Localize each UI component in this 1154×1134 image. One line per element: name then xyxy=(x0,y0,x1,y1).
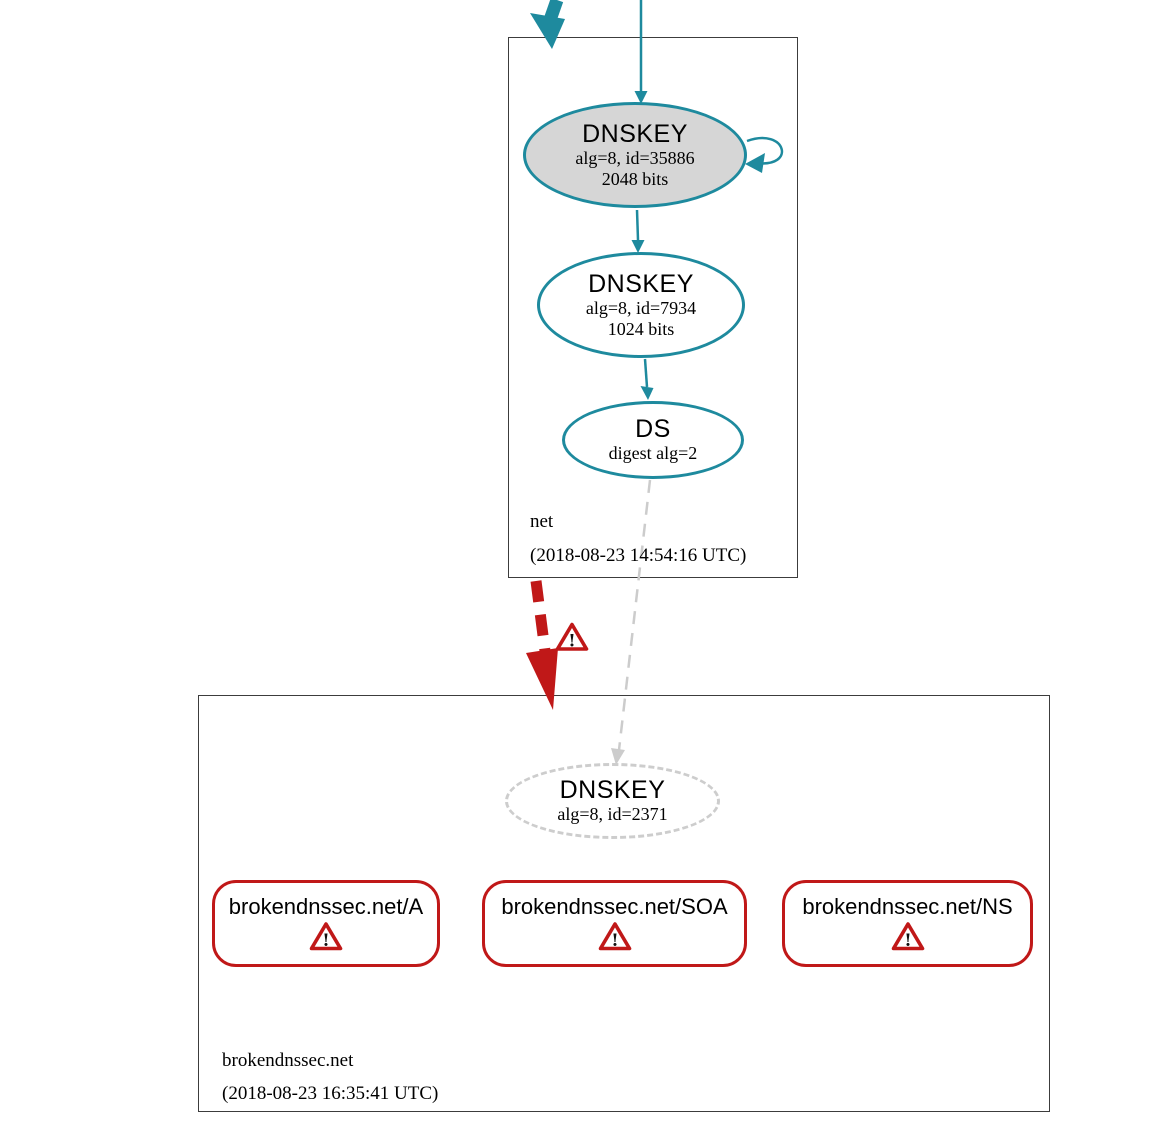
rrset-brokendnssec-net-soa[interactable] xyxy=(482,880,747,967)
svg-text:!: ! xyxy=(322,931,330,951)
svg-text:!: ! xyxy=(903,931,912,951)
zone-timestamp-brokendnssec-net: (2018-08-23 16:35:41 UTC) xyxy=(222,1083,439,1104)
warning-icon xyxy=(555,621,589,653)
node-net-dnskey-ksk[interactable] xyxy=(523,102,747,208)
node-title: DNSKEY xyxy=(588,269,694,298)
zone-timestamp-net: (2018-08-23 14:54:16 UTC) xyxy=(530,545,747,566)
node-title: DNSKEY xyxy=(559,776,666,804)
edge-ksk-to-zsk xyxy=(632,210,645,253)
zone-name-net: net xyxy=(530,511,554,532)
edge-ksk-self-loop xyxy=(745,138,782,173)
node-broken-dnskey[interactable] xyxy=(505,763,720,839)
edge-net-to-broken-bogus xyxy=(526,581,558,710)
node-detail: digest alg=2 xyxy=(608,443,698,463)
rrset-brokendnssec-net-ns[interactable] xyxy=(782,880,1033,967)
node-detail: 1024 bits xyxy=(607,318,675,339)
edge-parent-to-net-thick xyxy=(530,0,565,49)
node-detail: 2048 bits xyxy=(601,168,669,189)
warning-icon xyxy=(598,921,632,952)
rrset-label: brokendnssec.net/SOA xyxy=(501,894,728,919)
node-title: DNSKEY xyxy=(582,119,688,148)
node-detail: alg=8, id=2371 xyxy=(557,804,668,824)
rrset-brokendnssec-net-a[interactable] xyxy=(212,880,440,967)
svg-text:!: ! xyxy=(610,931,619,951)
node-net-dnskey-zsk[interactable] xyxy=(537,252,745,358)
edge-parent-to-net-dnskey xyxy=(635,0,648,104)
rrset-label: brokendnssec.net/NS xyxy=(802,894,1013,919)
zone-name-brokendnssec-net: brokendnssec.net xyxy=(222,1050,354,1071)
edge-zsk-to-ds xyxy=(641,359,654,400)
node-title: DS xyxy=(635,415,671,443)
node-detail: alg=8, id=35886 xyxy=(575,147,695,168)
svg-text:!: ! xyxy=(568,631,576,652)
edge-ds-to-child-dnskey xyxy=(611,480,650,765)
warning-icon xyxy=(891,921,925,952)
node-net-ds[interactable] xyxy=(562,401,744,479)
warning-icon xyxy=(309,921,343,952)
rrset-label: brokendnssec.net/A xyxy=(228,894,424,919)
node-detail: alg=8, id=7934 xyxy=(585,297,697,318)
